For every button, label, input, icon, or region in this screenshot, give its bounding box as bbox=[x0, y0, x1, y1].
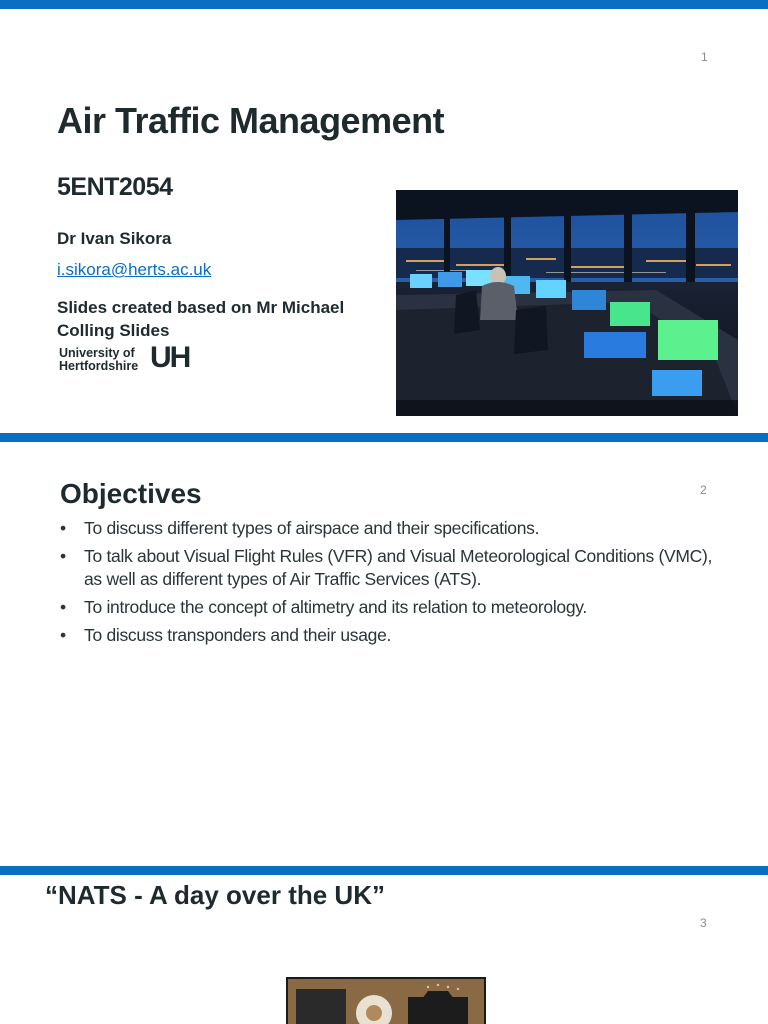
logo-mark: UH bbox=[150, 341, 190, 374]
logo-line-1: University of bbox=[59, 346, 135, 360]
slide-3-accent-bar bbox=[0, 866, 768, 875]
page-number: 3 bbox=[700, 916, 707, 930]
slide-2-accent-bar bbox=[0, 433, 768, 442]
logo-text bbox=[59, 347, 138, 373]
slide-title: “NATS - A day over the UK” bbox=[45, 880, 385, 910]
author-name: Dr Ivan Sikora bbox=[57, 229, 172, 248]
credit-text: Slides created based on Mr Michael Colling Slides bbox=[57, 298, 345, 340]
control-tower-photo bbox=[396, 190, 738, 416]
bullet-glyph: • bbox=[60, 546, 66, 566]
list-item bbox=[60, 545, 720, 591]
bullet-glyph: • bbox=[60, 518, 66, 538]
list-item bbox=[60, 624, 720, 647]
list-item-text: To discuss transponders and their usage. bbox=[84, 625, 392, 645]
slide-title: Objectives bbox=[60, 478, 202, 509]
video-thumbnail[interactable] bbox=[286, 977, 486, 1024]
list-item-text: To discuss different types of airspace and their specifications. bbox=[84, 518, 540, 538]
slide-1 bbox=[0, 0, 768, 433]
page-number: 1 bbox=[701, 50, 708, 64]
bullet-glyph: • bbox=[60, 625, 66, 645]
bullet-glyph: • bbox=[60, 597, 66, 617]
objectives-list bbox=[60, 517, 720, 652]
course-code: 5ENT2054 bbox=[57, 173, 173, 201]
slide-3 bbox=[0, 866, 768, 1024]
email-link[interactable]: i.sikora@herts.ac.uk bbox=[57, 260, 212, 279]
slide-1-accent-bar bbox=[0, 0, 768, 9]
list-item-text: To talk about Visual Flight Rules (VFR) and Visual Meteorological Conditions (VMC), as well as different types of Air Traffic Services (ATS). bbox=[84, 546, 713, 589]
list-item bbox=[60, 596, 720, 619]
list-item bbox=[60, 517, 720, 540]
list-item-text: To introduce the concept of altimetry and its relation to meteorology. bbox=[84, 597, 587, 617]
page-number: 2 bbox=[700, 483, 707, 497]
logo-line-2: Hertfordshire bbox=[59, 359, 139, 373]
slide-title: Air Traffic Management bbox=[57, 100, 445, 141]
slide-2 bbox=[0, 433, 768, 866]
